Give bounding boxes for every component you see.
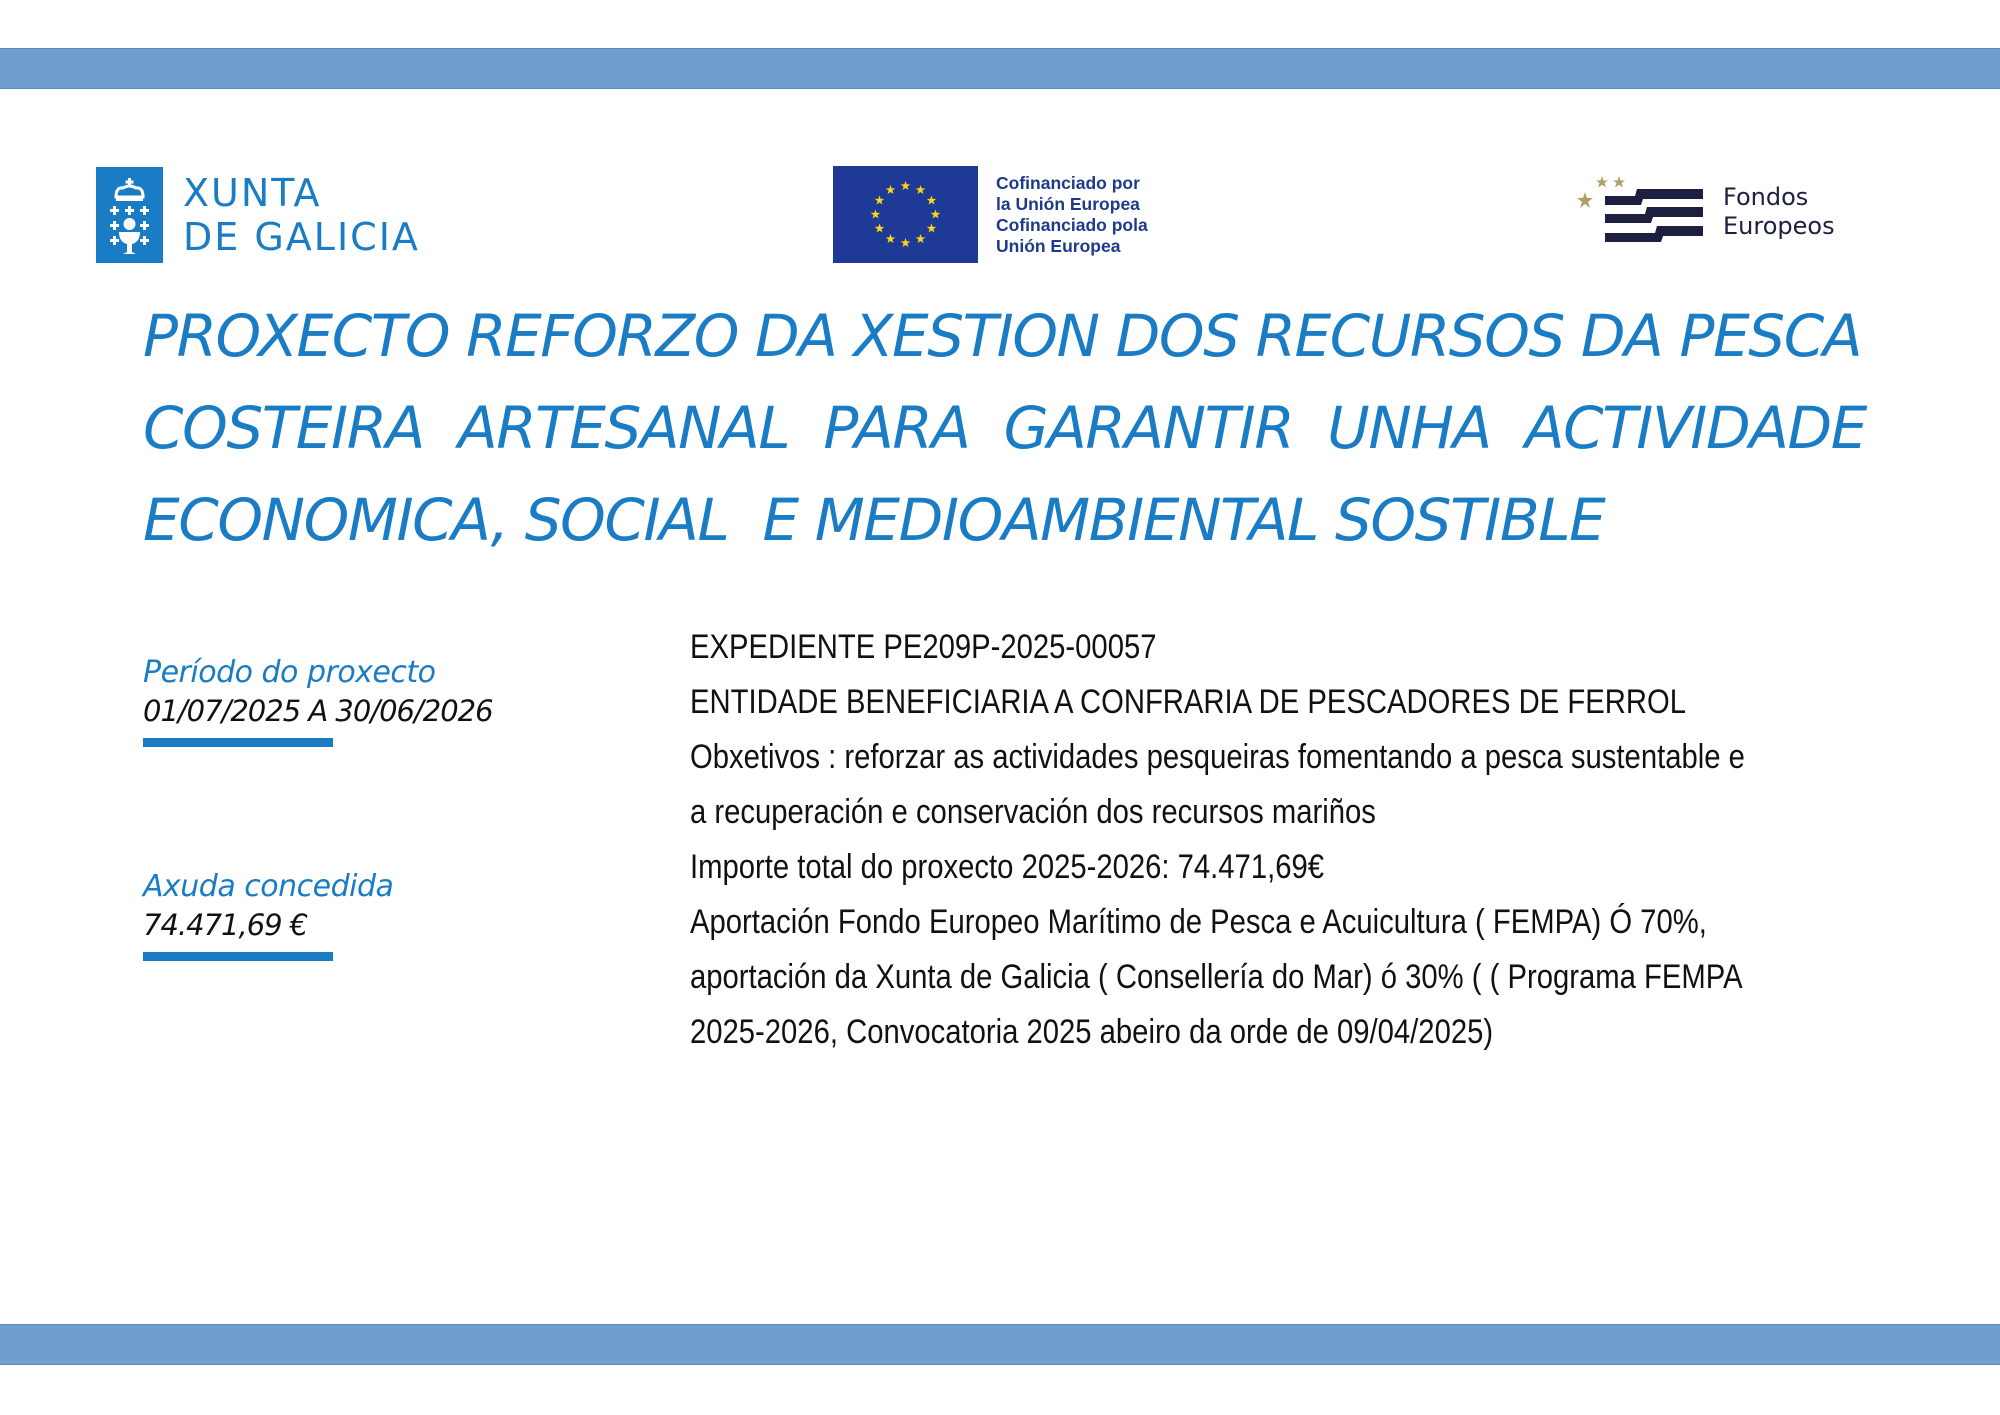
contribution-line-2: aportación da Xunta de Galicia ( Consellería do Mar) ó 30% ( ( Programa FEMPA [690, 958, 1743, 996]
xunta-line1: XUNTA [183, 171, 322, 215]
title-line-2: COSTEIRA ARTESANAL PARA GARANTIR UNHA ACTIVIDADE [143, 394, 1867, 462]
project-title [143, 290, 1867, 566]
eu-text-line: Cofinanciado pola [996, 214, 1148, 235]
fondos-line1: Fondos [1723, 183, 1809, 211]
top-band [0, 48, 2000, 89]
expediente: EXPEDIENTE PE209P-2025-00057 [690, 628, 1157, 666]
period-label: Período do proxecto [143, 655, 436, 690]
bottom-band [0, 1324, 2000, 1365]
fondos-europeos-logo [1575, 172, 1835, 252]
project-details [690, 620, 1745, 1060]
grant-label: Axuda concedida [143, 869, 394, 904]
eu-cofinancing-logo [833, 166, 1148, 263]
contribution-line-1: Aportación Fondo Europeo Marítimo de Pesca e Acuicultura ( FEMPA) Ó 70%, [690, 903, 1707, 941]
xunta-line2: DE GALICIA [183, 215, 420, 259]
grant-underline [143, 952, 333, 961]
total-amount: Importe total do proxecto 2025-2026: 74.471,69€ [690, 848, 1324, 886]
period-value: 01/07/2025 A 30/06/2026 [143, 694, 493, 728]
eu-flag-icon [833, 166, 978, 263]
period-underline [143, 738, 333, 747]
eu-text-line: Cofinanciado por [996, 172, 1140, 193]
project-period-block [143, 654, 493, 747]
objectives-line-1: Obxetivos : reforzar as actividades pesqueiras fomentando a pesca sustentable e [690, 738, 1745, 776]
xunta-coat-of-arms-icon [96, 167, 163, 263]
eu-text-line: Unión Europea [996, 235, 1121, 256]
eu-text-line: la Unión Europea [996, 193, 1140, 214]
beneficiary: ENTIDADE BENEFICIARIA A CONFRARIA DE PESCADORES DE FERROL [690, 683, 1687, 721]
title-line-1: PROXECTO REFORZO DA XESTION DOS RECURSOS DA PESCA [143, 302, 1862, 370]
fondos-europeos-icon [1575, 172, 1705, 252]
grant-block [143, 868, 393, 961]
contribution-line-3: 2025-2026, Convocatoria 2025 abeiro da orde de 09/04/2025) [690, 1013, 1494, 1051]
title-line-3: ECONOMICA, SOCIAL E MEDIOAMBIENTAL SOSTIBLE [143, 486, 1605, 554]
xunta-logo [96, 167, 420, 263]
grant-value: 74.471,69 € [143, 908, 308, 942]
fondos-line2: Europeos [1723, 212, 1835, 240]
objectives-line-2: a recuperación e conservación dos recursos mariños [690, 793, 1376, 831]
